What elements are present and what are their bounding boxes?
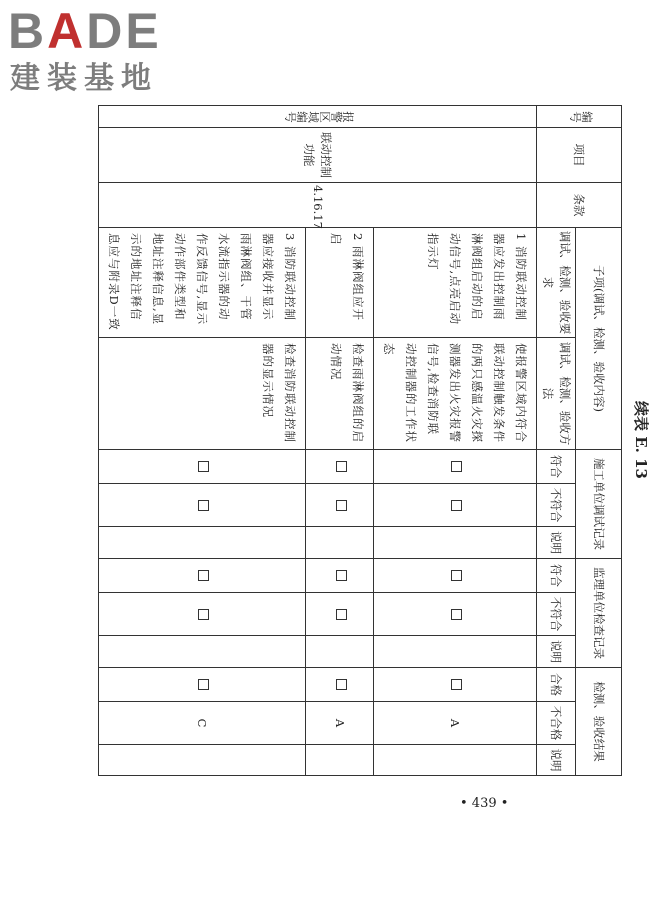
header-c-nonconform: 不符合 [537, 484, 576, 527]
checkbox[interactable] [99, 450, 306, 484]
header-clause: 条款 [537, 183, 622, 228]
explain-cell [306, 745, 374, 776]
header-s-explain: 说明 [537, 636, 576, 668]
explain-cell [99, 636, 306, 668]
table-caption: 续表 E. 13 [632, 401, 650, 479]
method-text: 检查消防联动控制器的显示情况 [99, 338, 306, 450]
explain-cell [306, 527, 374, 559]
logo [8, 3, 178, 98]
checkbox[interactable] [374, 484, 537, 527]
table-row [374, 106, 537, 776]
header-qualified: 合格 [537, 668, 576, 702]
header-method: 调试、检测、验收方法 [537, 338, 576, 450]
page-number: • 439 • [460, 796, 509, 811]
method-text: 使报警区域内符合联动控制触发条件的两只感温火灾探测器发出火灾报警信号,检查消防联动控制器的工作状态 [374, 338, 537, 450]
explain-cell [306, 636, 374, 668]
checkbox[interactable] [306, 593, 374, 636]
header-i-explain: 说明 [537, 745, 576, 776]
checkbox[interactable] [306, 450, 374, 484]
checkbox[interactable] [306, 559, 374, 593]
inspection-table [98, 105, 622, 776]
checkbox[interactable] [306, 484, 374, 527]
checkbox[interactable] [374, 450, 537, 484]
item-name: 联动控制功能 [99, 128, 537, 183]
checkbox[interactable] [374, 559, 537, 593]
header-row-1 [576, 106, 622, 776]
header-req: 调试、检测、验收要求 [537, 228, 576, 338]
header-c-explain: 说明 [537, 527, 576, 559]
header-item: 项目 [537, 128, 622, 183]
explain-cell [374, 527, 537, 559]
header-no: 编号 [537, 106, 622, 128]
method-text: 检查雨淋阀组的启动情况 [306, 338, 374, 450]
checkbox[interactable] [99, 559, 306, 593]
requirement-text: 1 消防联动控制器应发出控制雨淋阀组启动的启动信号,点亮启动指示灯 [374, 228, 537, 338]
header-inspection: 检测、验收结果 [576, 668, 622, 776]
logo-wordmark: BADE [8, 3, 162, 59]
header-construction: 施工单位调试记录 [576, 450, 622, 559]
header-supervision: 监理单位检查记录 [576, 559, 622, 668]
rotated-document [107, 105, 660, 775]
area-number: 报警区域编号 [99, 106, 537, 128]
checkbox[interactable] [306, 668, 374, 702]
grade-cell: A [374, 702, 537, 745]
explain-cell [99, 745, 306, 776]
header-s-conform: 符合 [537, 559, 576, 593]
header-subitem: 子项(调试、检测、验收内容) [576, 228, 622, 450]
header-unqualified: 不合格 [537, 702, 576, 745]
checkbox[interactable] [99, 593, 306, 636]
header-s-nonconform: 不符合 [537, 593, 576, 636]
checkbox[interactable] [99, 484, 306, 527]
checkbox[interactable] [374, 593, 537, 636]
header-c-conform: 符合 [537, 450, 576, 484]
explain-cell [374, 636, 537, 668]
requirement-text: 2 雨淋阀组应开启 [306, 228, 374, 338]
explain-cell [99, 527, 306, 559]
clause-number: 4.16.17 [99, 183, 537, 228]
requirement-text: 3 消防联动控制器应接收并显示雨淋阀组、干管水流指示器的动作反馈信号,显示动作部件类型和地址注释信息,显示的地址注释信息应与附录D一致 [99, 228, 306, 338]
grade-cell: A [306, 702, 374, 745]
grade-cell: C [99, 702, 306, 745]
logo-subtitle: 建装基地 [10, 61, 158, 96]
explain-cell [374, 745, 537, 776]
checkbox[interactable] [99, 668, 306, 702]
checkbox[interactable] [374, 668, 537, 702]
